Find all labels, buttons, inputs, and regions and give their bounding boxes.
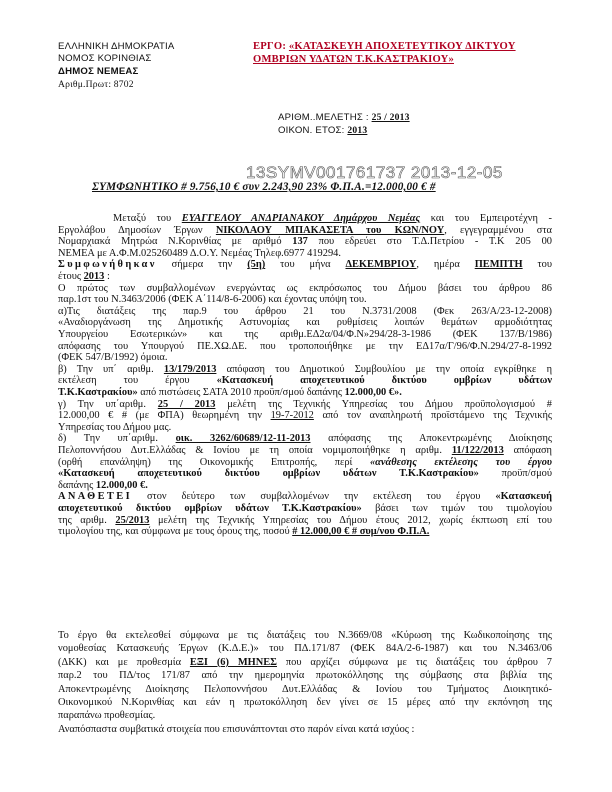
text-run: Εργολάβου Δημοσίων Έργων xyxy=(58,224,216,236)
text-run: από τον αναπληρωτή προϊστάμενο της Τεχνικής xyxy=(313,410,552,422)
text-line xyxy=(58,684,552,696)
text-run: ΔΕΚΕΜΒΡΙΟΥ xyxy=(345,259,417,271)
text-run: Το έργο θα εκτελεσθεί σύμφωνα με τις διατάξεις του Ν.3669/08 «Κύρωση της Κωδικοποίησης της xyxy=(58,630,552,641)
text-run: έτους xyxy=(58,271,84,282)
text-line xyxy=(58,341,552,353)
text-line xyxy=(58,503,552,515)
text-run: «ανάθεσης εκτέλεσης του έργου xyxy=(369,456,552,468)
text-line xyxy=(58,352,552,364)
text-run: σήμερα την xyxy=(156,259,248,271)
text-line xyxy=(58,630,552,642)
text-run: γ) Την υπ΄αριθμ. xyxy=(58,398,158,410)
text-run: 25 / 2013 xyxy=(157,398,216,410)
text-run: 12.000,00 € # (με ΦΠΑ) θεωρημένη την xyxy=(58,410,271,422)
fiscal-year-row xyxy=(278,125,367,137)
fiscal-year-value: 2013 xyxy=(347,125,368,136)
text-run: 11/122/2013 xyxy=(451,445,504,456)
text-line xyxy=(58,657,552,669)
text-run: του xyxy=(522,259,552,271)
text-run: «Αναδιοργάνωση της Δημοτικής Αστυνομίας και ρυθμίσεις λοιπών θεμάτων αρμοδιότητας xyxy=(58,317,552,329)
text-line xyxy=(58,225,552,237)
text-run: μελέτη της Τεχνικής Υπηρεσίας του Δήμου έτους 2012, χωρίς έκπτωση επί του xyxy=(149,514,552,526)
text-run: ΕΥΑΓΓΕΛΟΥ ΑΝΔΡΙΑΝΑΚΟΥ Δημάρχου Νεμέας xyxy=(181,213,421,224)
text-run: (ΦΕΚ 547/Β/1992) όμοια. xyxy=(58,352,168,364)
text-line xyxy=(58,433,552,445)
project-title-line2: ΟΜΒΡΙΩΝ ΥΔΑΤΩΝ Τ.Κ.ΚΑΣΤΡΑΚΙΟΥ» xyxy=(253,54,454,65)
study-number-value: 25 / 2013 xyxy=(371,112,410,123)
text-run: προϋπ/σμού xyxy=(478,468,552,480)
text-run: από πιστώσεις ΣΑΤΑ 2010 προϋπ/σμού δαπάνης xyxy=(137,387,345,398)
text-run: ΠΕΜΠΤΗ xyxy=(474,259,523,271)
text-run: 12.000,00 €. xyxy=(95,479,148,491)
text-run: Πελοποννήσου Δυτ.Ελλάδας & Ιονίου με τη οποία νομιμοποιήθηκε η αριθμ. xyxy=(58,445,452,456)
text-line xyxy=(58,410,552,422)
text-run: «Κατασκευή αποχετευτικού δικτύου ομβρίων υδάτων Τ.Κ.Καστρακίου» xyxy=(58,468,479,480)
text-line xyxy=(58,643,552,655)
text-run: του μήνα xyxy=(265,259,346,271)
text-run: ΝΕΜΕΑ με Α.Φ.Μ.025260489 Δ.Ο.Υ. Νεμέας Τηλεφ.6977 419294. xyxy=(58,247,341,259)
text-run: δ) Την υπ΄αριθμ. xyxy=(58,433,176,445)
project-title xyxy=(253,41,516,53)
text-run: απόφασης του Υπουργού ΠΕ.ΧΩ.ΔΕ. που τροποποιήθηκε με την ΕΔ17α/Γ/96/Φ.Ν.294/27-8-1992 xyxy=(58,340,552,352)
text-run: Μεταξύ του xyxy=(113,213,182,224)
text-line xyxy=(58,445,552,457)
text-run: 12.000,00 €». xyxy=(344,387,402,398)
text-run: Υπηρεσίας του Δήμου μας. xyxy=(58,421,172,433)
text-line xyxy=(58,248,552,260)
text-run: 19-7-2012 xyxy=(270,410,314,422)
text-run: 137 xyxy=(292,236,308,248)
project-title-line1: «ΚΑΤΑΣΚΕΥΗ ΑΠΟΧΕΤΕΥΤΙΚΟΥ ΔΙΚΤΥΟΥ xyxy=(288,41,516,52)
text-run: οικ. 3262/60689/12-11-2013 xyxy=(175,433,311,445)
text-line xyxy=(58,271,552,283)
text-run: παραπάνω προθεσμίας. xyxy=(58,710,156,722)
study-number-row xyxy=(278,112,410,124)
text-run: Νομαρχιακά Μητρώα Ν.Κορινθίας με αριθμό xyxy=(58,236,293,248)
text-run: ΑΝΑΘΕΤΕΙ xyxy=(58,491,133,503)
text-line xyxy=(58,306,552,318)
text-run: Τ.Κ.Καστρακίου» xyxy=(58,387,138,398)
text-line xyxy=(58,515,552,527)
text-run: ΝΙΚΟΛΑΟΥ ΜΠΑΚΑΣΕΤΑ του ΚΩΝ/ΝΟΥ xyxy=(215,224,445,236)
text-run: 25/2013 xyxy=(115,514,150,526)
text-line xyxy=(58,480,552,492)
text-line xyxy=(58,710,552,722)
text-run: που αρχίζει σύμφωνα με τις διατάξεις του άρθρου 7 xyxy=(276,656,552,668)
text-run: 13/179/2013 xyxy=(163,363,217,375)
text-line xyxy=(58,213,552,225)
text-run: και του Εμπειροτέχνη - xyxy=(420,213,552,224)
text-run: βάσει των τιμών του τιμολογίου xyxy=(361,503,552,514)
text-run: «Κατασκευή xyxy=(495,491,552,503)
text-line xyxy=(58,422,552,434)
text-line xyxy=(58,329,552,341)
text-line xyxy=(58,457,552,469)
project-label: ΕΡΓΟ: xyxy=(253,41,287,52)
header-protocol-number: Αριθμ.Πρωτ: 8702 xyxy=(58,79,134,90)
text-run: απόφαση xyxy=(503,445,552,456)
text-line xyxy=(58,375,552,387)
text-run: Ο πρώτος των συμβαλλομένων ενεργώντας ως εκπρόσωπος του Δήμου βάσει του άρθρου 86 xyxy=(58,282,552,294)
fiscal-year-label: ΟΙΚΟΝ. ΕΤΟΣ: xyxy=(278,125,345,136)
text-run: απόφαση του Δημοτικού Συμβουλίου με την οποία εγκρίθηκε η xyxy=(216,363,552,375)
text-run: Υπουργείου Εσωτερικών» και της αριθμ.ΕΔ2α/04/Φ.Ν»294/28-3-1986 (ΦΕΚ 137/Β/1986) xyxy=(58,329,552,340)
text-line xyxy=(58,387,552,399)
text-run: ΕΞΙ (6) ΜΗΝΕΣ xyxy=(189,656,277,668)
text-run: δαπάνης xyxy=(58,479,96,491)
header-prefecture: ΝΟΜΟΣ ΚΟΡΙΝΘΙΑΣ xyxy=(58,53,152,64)
text-line xyxy=(58,364,552,376)
text-line xyxy=(58,259,552,271)
text-run: Αποκεντρωμένης Διοίκησης Πελοποννήσου Δυτ.Ελλάδας & Ιονίου του Τμήματος Διοικητικό- xyxy=(58,683,552,695)
text-run: # 12.000,00 € # συμ/νου Φ.Π.Α. xyxy=(292,526,430,538)
text-line xyxy=(58,236,552,248)
text-run: «Κατασκευή αποχετευτικού δικτύου ομβρίων υδάτων xyxy=(216,375,552,387)
text-line xyxy=(58,399,552,411)
text-run: εκτέλεση του έργου xyxy=(58,375,217,387)
text-line xyxy=(58,491,552,503)
text-run: β) Την υπ΄ αριθμ. xyxy=(58,363,164,375)
text-run: (5η) xyxy=(247,259,266,271)
text-line xyxy=(58,526,552,538)
text-run: αποχετευτικού δικτύου ομβρίων υδάτων Τ.Κ.Καστρακίου» xyxy=(58,503,362,514)
document-title: ΣΥΜΦΩΝΗΤΙΚΟ # 9.756,10 € συν 2.243,90 23% Φ.Π.Α.=12.000,00 € # xyxy=(92,181,436,193)
text-run: μελέτη της Τεχνικής Υπηρεσίας του Δήμου προϋπολογισμού # xyxy=(215,398,552,410)
text-run: Συμφωνήθηκαν xyxy=(58,259,157,271)
text-run: της αριθμ. xyxy=(58,514,116,526)
registry-stamp: 13SYMV001761737 2013-12-05 xyxy=(246,163,503,182)
text-line xyxy=(58,283,552,295)
text-run: (ορθή επανάληψη) της Οικονομικής Επιτροπής, περί xyxy=(58,456,370,468)
text-run: νομοθεσίας Κατασκευής Έργων (Κ.Δ.Ε.)» του ΠΔ.171/87 (ΦΕΚ 84Α/2-6-1987) και του Ν.3463/06 xyxy=(58,643,552,655)
study-number-label: ΑΡΙΘΜ..ΜΕΛΕΤΗΣ : xyxy=(278,112,369,123)
text-run: στον δεύτερο των συμβαλλομένων την εκτέλεση του έργου xyxy=(132,491,496,503)
text-line xyxy=(58,697,552,709)
text-run: απόφασης της Αποκεντρωμένης Διοίκησης xyxy=(310,433,552,445)
text-line xyxy=(58,317,552,329)
text-run: : xyxy=(104,271,110,282)
text-run: παρ.2 του ΠΔ/τος 171/87 από την ημερομηνία πρωτοκόλλησης της σύμβασης στα βιβλία της xyxy=(58,670,552,682)
header-municipality: ΔΗΜΟΣ ΝΕΜΕΑΣ xyxy=(58,66,139,77)
text-run: Αναπόσπαστα συμβατικά στοιχεία που επισυνάπτονται στο παρόν είναι κατά ισχύος : xyxy=(58,723,415,735)
text-line xyxy=(58,468,552,480)
text-line xyxy=(58,294,552,306)
text-run: α)Τις διατάξεις της παρ.9 του άρθρου 21 του Ν.3731/2008 (Φεκ 263/Α/23-12-2008) xyxy=(58,305,552,317)
text-run: παρ.1στ του Ν.3463/2006 (ΦΕΚ Α΄114/8-6-2006) και έχοντας υπόψη του. xyxy=(58,294,367,306)
text-run: τιμολογίου της, και σύμφωνα με τους όρους της, ποσού xyxy=(58,526,293,538)
text-run: , ημέρα xyxy=(416,259,475,271)
text-run: (ΔΚΚ) και με προθεσμία xyxy=(58,656,190,668)
text-run: που εδρεύει στο Τ.Δ.Πετρίου - Τ.Κ 205 00 xyxy=(307,236,552,248)
text-run: , εγγεγραμμένου στα xyxy=(444,224,552,236)
header-country: ΕΛΛΗΝΙΚΗ ΔΗΜΟΚΡΑΤΙΑ xyxy=(58,41,175,52)
text-line xyxy=(58,670,552,682)
text-line xyxy=(58,724,552,736)
text-run: 2013 xyxy=(83,271,105,282)
text-run: Οικονομικού Ν.Κορινθίας και εάν η πρωτοκόλληση δεν γίνει σε 15 μέρες από την εκπόνηση της xyxy=(58,697,552,708)
